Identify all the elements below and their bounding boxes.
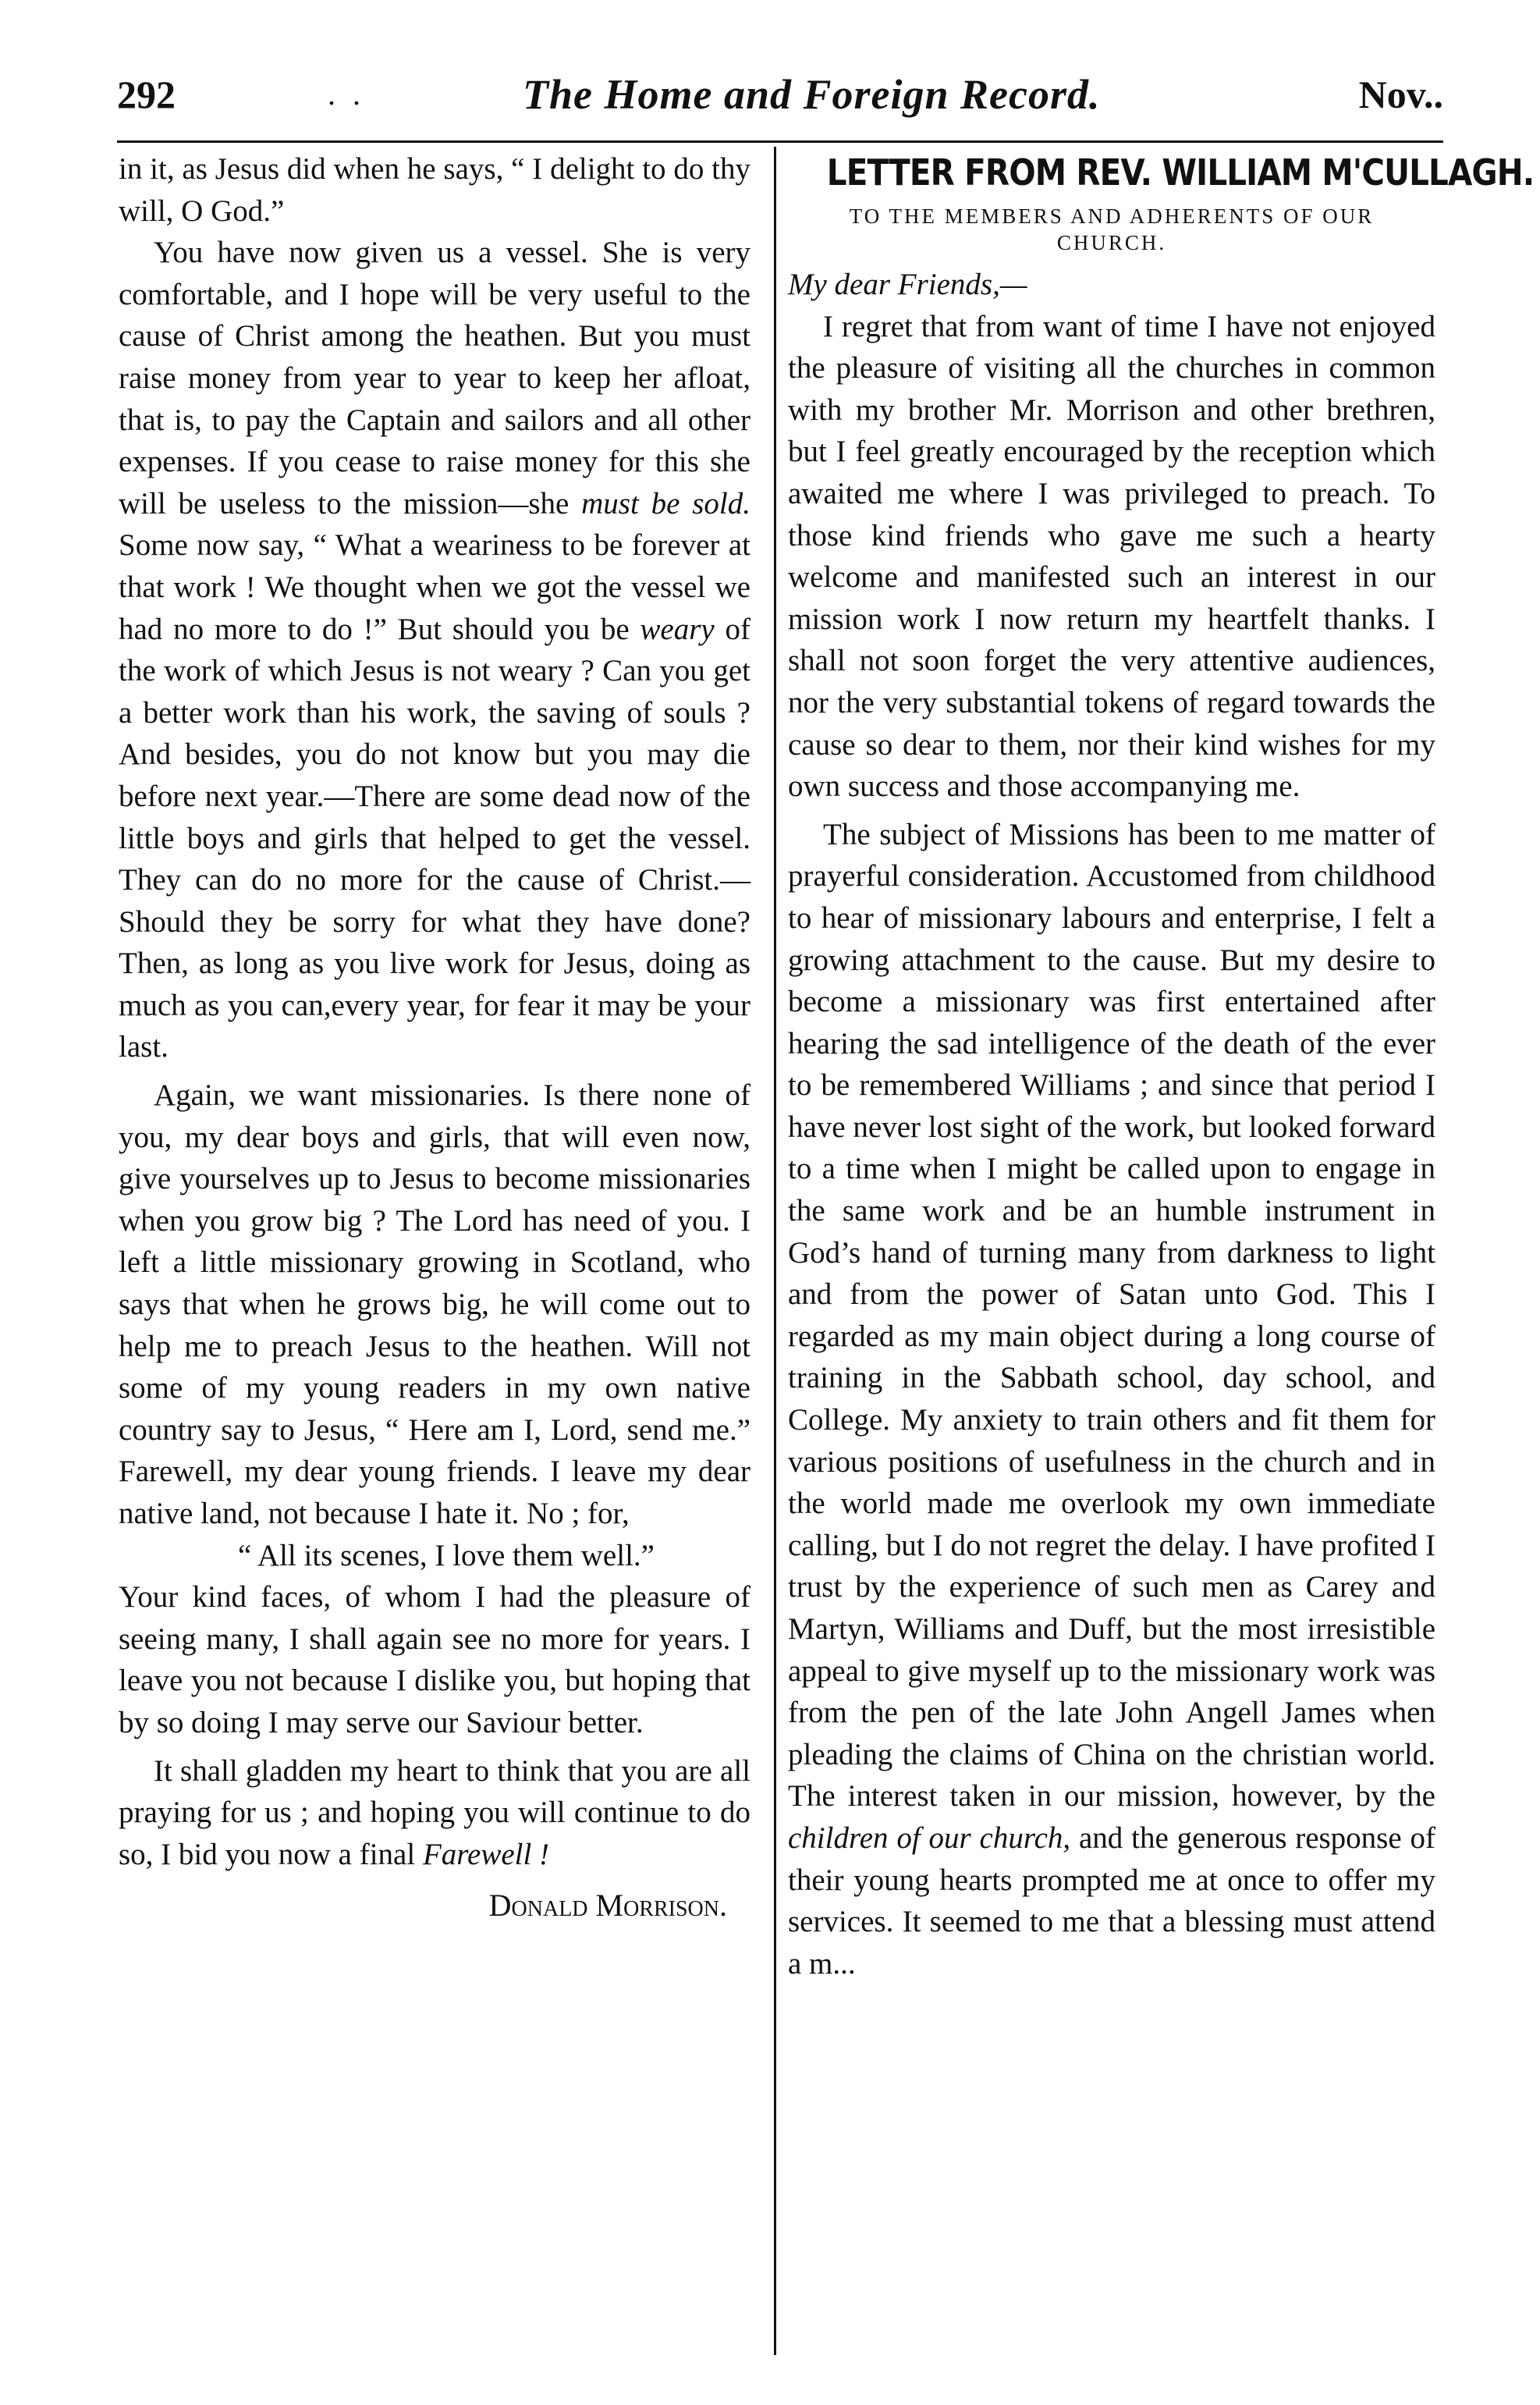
right-p2-part-b: and the generous response of their young hearts prompted me at once to offer my services. It seemed to me that a blessing must attend a m... [788, 1821, 1435, 1980]
letter-title: LETTER FROM REV. WILLIAM M'CULLAGH. [826, 151, 1535, 194]
right-p2-emphasis: children of our church, [788, 1821, 1071, 1855]
left-paragraph-5 [119, 1750, 750, 1876]
left-p2-part-c: of the work of which Jesus is not weary ? Can you get a better work than his work, the saving of souls ? And besides, you do not know but you may die before next year.—There are some dead now of the little boys and girls that helped to get the vessel. They can do no more for the cause of Christ.—Should they be sorry for what they have done? Then, as long as you live work for Jesus, doing as much as you can,every year, for fear it may be your last. [119, 612, 750, 1064]
left-paragraph-3: Again, we want missionaries. Is there none of you, my dear boys and girls, that will even now, give yourselves up to Jesus to become missionaries when you grow big ? The Lord has need of you. I left a little missionary growing in Scotland, who says that when he grows big, he will come out to help me to preach Jesus to the heathen. Will not some of my young readers in my own native country say to Jesus, “ Here am I, Lord, send me.” Farewell, my dear young friends. I leave my dear native land, not because I hate it. No ; for, [119, 1078, 750, 1530]
header-dots: . . [328, 76, 365, 112]
left-quote: “ All its scenes, I love them well.” [238, 1538, 655, 1572]
running-title: The Home and Foreign Record. [523, 71, 1101, 118]
page-number: 292 [117, 73, 176, 116]
left-p2-emphasis-2: weary [640, 612, 715, 646]
salutation: My dear Friends,— [788, 268, 1027, 301]
right-paragraph-1: I regret that from want of time I have not enjoyed the pleasure of visiting all the churches in common with my brother Mr. Morrison and other brethren, but I feel greatly encouraged by the reception which awaited me where I was privileged to preach. To those kind friends who gave me such a hearty welcome and manifested such an interest in our mission work I now return my heartfelt thanks. I shall not soon forget the very attentive audiences, nor the very substantial tokens of regard towards the cause so dear to them, nor their kind wishes for my own success and those accompanying me. [788, 309, 1435, 804]
letter-subtitle: TO THE MEMBERS AND ADHERENTS OF OUR CHURCH. [849, 204, 1375, 254]
right-paragraph-2 [788, 814, 1435, 1985]
left-paragraph-4: Your kind faces, of whom I had the pleasure of seeing many, I shall again see no more for years. I leave you not because I dislike you, but hoping that by so doing I may serve our Saviour better. [119, 1580, 750, 1739]
left-p5-part-a: It shall gladden my heart to think that you are all praying for us ; and hoping you will continue to do so, I bid you now a final [119, 1753, 750, 1871]
left-p2-part-a: You have now given us a vessel. She is very comfortable, and I hope will be very useful to the cause of Christ among the heathen. But you must raise money from year to year to keep her afloat, that is, to pay the Captain and sailors and all other expenses. If you cease to raise money for this she will be useless to the mission—she [119, 236, 750, 520]
header-rule [117, 140, 1443, 143]
header-month: Nov.. [1358, 73, 1443, 116]
left-p5-emphasis: Farewell ! [422, 1837, 550, 1871]
left-p2-part-b: Some now say, “ What a weariness to be forever at that work ! We thought when we got the vessel we had no more to do !” But should you be [119, 528, 750, 646]
left-p2-emphasis-1: must be sold. [581, 486, 750, 520]
right-p2-part-a: The subject of Missions has been to me matter of prayerful consideration. Accustomed from childhood to hear of missionary labours and enterprise, I felt a growing attachment to the cause. But my desire to become a missionary was first entertained after hearing the sad intelligence of the death of the ever to be remembered Williams ; and since that period I have never lost sight of the work, but looked forward to a time when I might be called upon to engage in the same work and be an humble instrument in God’s hand of turning many from darkness to light and from the power of Satan unto God. This I regarded as my main object during a long course of training in the Sabbath school, day school, and College. My anxiety to train others and fit them for various positions of usefulness in the church and in the world made me overlook my own immediate calling, but I do not regret the delay. I have profited I trust by the experience of such men as Carey and Martyn, Williams and Duff, but the most irresistible appeal to give myself up to the missionary work was from the pen of the late John Angell James when pleading the claims of China on the christian world. The interest taken in our mission, however, by the [788, 817, 1435, 1814]
left-column [119, 148, 750, 1927]
column-divider [774, 147, 776, 2355]
right-column [788, 148, 1535, 1984]
page-header [117, 72, 1443, 134]
left-paragraph-2 [119, 232, 750, 1068]
signature: Donald Morrison. [488, 1888, 727, 1924]
left-paragraph-1: in it, as Jesus did when he says, “ I delight to do thy will, O God.” [119, 152, 750, 228]
